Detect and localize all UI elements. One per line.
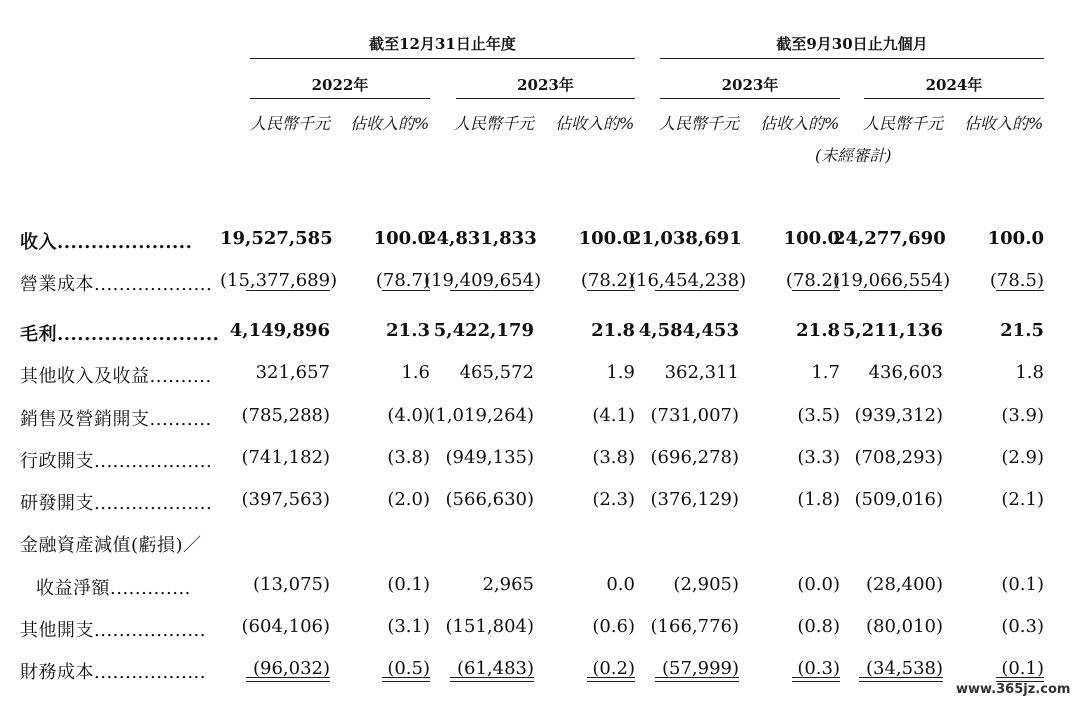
subtotal-rule [655, 290, 739, 291]
row-label [20, 658, 206, 684]
table-cell: (3.5) [797, 405, 840, 426]
table-cell: 21.8 [591, 320, 635, 341]
row-label-text: 營業成本 [20, 274, 94, 295]
year-header-rule [456, 98, 635, 99]
table-cell: 21,038,691 [629, 228, 742, 249]
row-label-text: 毛利 [20, 324, 57, 345]
unit-percent-header: 佔收入的% [760, 114, 840, 133]
table-cell: 21.3 [386, 320, 430, 341]
subtotal-rule [655, 681, 739, 682]
row-label [20, 362, 212, 388]
table-cell: 100.0 [578, 228, 635, 249]
table-cell: (0.1) [1001, 658, 1044, 679]
table-cell: 4,149,896 [229, 320, 330, 341]
table-cell: 24,831,833 [424, 228, 537, 249]
table-cell: 321,657 [255, 362, 330, 383]
row-label-text: 行政開支 [20, 451, 94, 472]
table-cell: (3.8) [387, 447, 430, 468]
row-label-text: 其他收入及收益 [20, 366, 150, 387]
subtotal-rule [450, 290, 534, 291]
table-cell: 1.7 [811, 362, 840, 383]
table-cell: 436,603 [868, 362, 943, 383]
table-cell: (376,129) [650, 489, 739, 510]
row-label [20, 405, 212, 431]
row-label [20, 320, 219, 346]
table-cell: (80,010) [865, 616, 943, 637]
table-cell: (1,019,264) [428, 405, 534, 426]
table-cell: 100.0 [783, 228, 840, 249]
leader-dots: .................. [94, 662, 206, 683]
subtotal-rule [996, 677, 1044, 678]
table-cell: 21.8 [796, 320, 840, 341]
table-cell: (78.7) [375, 270, 430, 291]
table-cell: 1.9 [606, 362, 635, 383]
row-label-text: 其他開支 [20, 620, 94, 641]
unit-percent-header: 佔收入的% [350, 114, 430, 133]
subtotal-rule [587, 677, 635, 678]
table-cell: 21.5 [1000, 320, 1044, 341]
table-cell: 5,422,179 [433, 320, 534, 341]
table-cell: (19,066,554) [833, 270, 951, 291]
table-cell: (0.3) [797, 658, 840, 679]
table-cell: (57,999) [661, 658, 739, 679]
table-cell: (16,454,238) [629, 270, 747, 291]
table-cell: (2.9) [1001, 447, 1044, 468]
year-header: 2024年 [925, 76, 983, 94]
unit-amount-header: 人民幣千元 [454, 114, 535, 133]
table-cell: (509,016) [854, 489, 943, 510]
subtotal-rule [246, 290, 330, 291]
table-cell: (566,630) [445, 489, 534, 510]
row-label-text: 銷售及營銷開支 [20, 409, 150, 430]
subtotal-rule [450, 681, 534, 682]
table-cell: (2.3) [592, 489, 635, 510]
watermark-text: www.365jz.com [956, 682, 1071, 697]
table-cell: 1.8 [1015, 362, 1044, 383]
year-header: 2023年 [517, 76, 574, 94]
row-label [20, 616, 206, 642]
table-cell: (3.8) [592, 447, 635, 468]
table-cell: (15,377,689) [220, 270, 338, 291]
table-cell: (2,905) [673, 574, 739, 595]
year-header: 2022年 [311, 76, 369, 94]
table-cell: 2,965 [482, 574, 534, 595]
table-cell: (13,075) [252, 574, 330, 595]
unit-percent-header: 佔收入的% [964, 114, 1044, 133]
table-cell: (2.0) [387, 489, 430, 510]
table-cell: (96,032) [252, 658, 330, 679]
row-label [20, 489, 212, 515]
table-cell: 19,527,585 [220, 228, 333, 249]
table-cell: (696,278) [650, 447, 739, 468]
table-cell: (0.8) [797, 616, 840, 637]
leader-dots: ................... [94, 493, 213, 514]
table-cell: (4.1) [592, 405, 635, 426]
row-label [20, 531, 202, 557]
unit-amount-header: 人民幣千元 [863, 114, 944, 133]
unit-amount-header: 人民幣千元 [250, 114, 331, 133]
table-cell: (0.6) [592, 616, 635, 637]
table-cell: (28,400) [865, 574, 943, 595]
table-cell: (0.1) [1001, 574, 1044, 595]
leader-dots: .................... [57, 232, 193, 253]
row-label [20, 228, 192, 254]
table-cell: (2.1) [1001, 489, 1044, 510]
subtotal-rule [792, 677, 840, 678]
subtotal-rule [655, 677, 739, 678]
year-header-rule [250, 98, 430, 99]
table-cell: 100.0 [373, 228, 430, 249]
subtotal-rule [996, 290, 1044, 291]
group-header-rule [660, 58, 1044, 59]
table-cell: (78.2) [580, 270, 635, 291]
table-cell: (0.3) [1001, 616, 1044, 637]
leader-dots: ................... [94, 274, 213, 295]
table-cell: (708,293) [854, 447, 943, 468]
leader-dots: ........................ [57, 324, 220, 345]
table-cell: (0.1) [387, 574, 430, 595]
table-cell: (1.8) [797, 489, 840, 510]
table-cell: 0.0 [606, 574, 635, 595]
period-group-header: 截至9月30日止九個月 [776, 35, 928, 53]
table-cell: (3.9) [1001, 405, 1044, 426]
year-header-rule [660, 98, 840, 99]
table-cell: (731,007) [650, 405, 739, 426]
period-group-header: 截至12月31日止年度 [369, 35, 516, 53]
subtotal-rule [450, 677, 534, 678]
row-label [20, 270, 212, 296]
table-cell: (166,776) [650, 616, 739, 637]
table-cell: (785,288) [241, 405, 330, 426]
table-cell: (61,483) [456, 658, 534, 679]
leader-dots: ............. [110, 578, 191, 599]
row-label [36, 574, 191, 600]
table-cell: (0.0) [797, 574, 840, 595]
subtotal-rule [792, 681, 840, 682]
unaudited-note: (未經審計) [815, 146, 892, 165]
table-cell: (34,538) [865, 658, 943, 679]
table-cell: 465,572 [459, 362, 534, 383]
unit-percent-header: 佔收入的% [555, 114, 635, 133]
leader-dots: .......... [149, 409, 212, 430]
table-cell: 4,584,453 [638, 320, 739, 341]
subtotal-rule [382, 677, 430, 678]
group-header-rule [250, 58, 635, 59]
table-cell: (939,312) [854, 405, 943, 426]
row-label-text: 收入 [20, 232, 57, 253]
table-cell: (4.0) [387, 405, 430, 426]
subtotal-rule [246, 677, 330, 678]
year-header-rule [864, 98, 1044, 99]
row-label [20, 447, 212, 473]
leader-dots: .................. [94, 620, 206, 641]
table-cell: (604,106) [241, 616, 330, 637]
leader-dots: ................... [94, 451, 213, 472]
table-cell: (19,409,654) [424, 270, 542, 291]
year-header: 2023年 [721, 76, 779, 94]
row-label-text: 財務成本 [20, 662, 94, 683]
table-cell: (741,182) [241, 447, 330, 468]
table-cell: (949,135) [445, 447, 534, 468]
table-cell: (0.2) [592, 658, 635, 679]
unit-amount-header: 人民幣千元 [659, 114, 740, 133]
subtotal-rule [859, 677, 943, 678]
table-cell: (397,563) [241, 489, 330, 510]
table-cell: 24,277,690 [833, 228, 946, 249]
table-cell: (0.5) [387, 658, 430, 679]
row-label-text: 金融資產減值(虧損)／ [20, 535, 202, 556]
table-cell: (78.2) [785, 270, 840, 291]
table-cell: (151,804) [445, 616, 534, 637]
table-cell: 100.0 [987, 228, 1044, 249]
table-cell: 362,311 [664, 362, 739, 383]
table-cell: 5,211,136 [842, 320, 943, 341]
subtotal-rule [382, 290, 430, 291]
subtotal-rule [792, 290, 840, 291]
table-cell: (3.3) [797, 447, 840, 468]
subtotal-rule [859, 681, 943, 682]
row-label-text: 研發開支 [20, 493, 94, 514]
leader-dots: .......... [149, 366, 212, 387]
subtotal-rule [246, 681, 330, 682]
subtotal-rule [859, 290, 943, 291]
subtotal-rule [382, 681, 430, 682]
table-cell: (3.1) [387, 616, 430, 637]
table-cell: 1.6 [401, 362, 430, 383]
table-cell: (78.5) [989, 270, 1044, 291]
subtotal-rule [587, 290, 635, 291]
subtotal-rule [587, 681, 635, 682]
row-label-text: 收益淨額 [36, 578, 110, 599]
